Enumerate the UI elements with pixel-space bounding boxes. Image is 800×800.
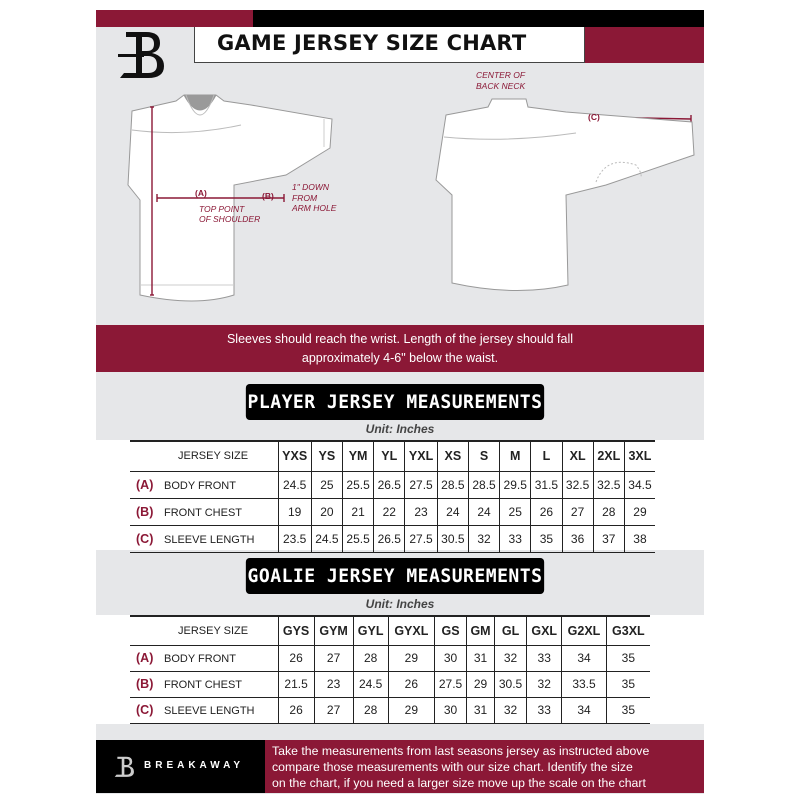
measurement-cell: 26	[531, 498, 562, 525]
row-name: BODY FRONT	[164, 653, 236, 665]
size-header: G2XL	[562, 616, 606, 645]
row-label	[130, 645, 278, 671]
header-label: JERSEY SIZE	[130, 616, 278, 645]
size-header: YXS	[278, 441, 311, 471]
measurement-cell: 26	[278, 645, 314, 671]
measurement-cell: 29	[467, 671, 495, 697]
size-header: GYL	[353, 616, 388, 645]
note-line: CENTER OF	[476, 70, 526, 80]
measurement-cell: 29.5	[500, 471, 531, 498]
header-label: JERSEY SIZE	[130, 441, 278, 471]
player-measurements-table	[130, 440, 655, 553]
back-jersey-icon	[436, 99, 694, 291]
measurement-cell: 21.5	[278, 671, 314, 697]
measurement-cell: 33	[527, 645, 562, 671]
measurement-cell: 25	[500, 498, 531, 525]
measurement-cell: 22	[374, 498, 405, 525]
measurement-cell: 35	[606, 671, 650, 697]
measurement-cell: 28	[353, 697, 388, 723]
player-section-title: PLAYER JERSEY MEASUREMENTS	[246, 384, 544, 420]
measurement-cell: 21	[342, 498, 373, 525]
label-b: (B)	[262, 191, 274, 201]
row-name: FRONT CHEST	[164, 679, 243, 691]
footer-brand-block	[96, 740, 265, 793]
label-c-note	[476, 70, 525, 91]
size-header: L	[531, 441, 562, 471]
size-header: GXL	[527, 616, 562, 645]
title-box	[194, 27, 585, 63]
size-header: GM	[467, 616, 495, 645]
label-a-note-line: TOP POINT	[199, 203, 245, 214]
measurement-cell: 34	[562, 697, 606, 723]
measurement-cell: 33	[500, 525, 531, 552]
label-b-note	[292, 182, 336, 214]
jersey-diagram	[96, 85, 704, 315]
table-row	[130, 498, 655, 525]
measurement-cell: 26	[388, 671, 434, 697]
measurement-cell: 26.5	[374, 525, 405, 552]
note-line: FROM	[292, 192, 318, 203]
label-a: (A)	[195, 188, 207, 198]
measurement-cell: 35	[606, 697, 650, 723]
measurement-cell: 32	[468, 525, 499, 552]
measurement-cell: 27	[314, 697, 353, 723]
measurement-cell: 37	[593, 525, 624, 552]
measurement-cell: 30.5	[494, 671, 526, 697]
measurement-cell: 31	[467, 697, 495, 723]
measurement-cell: 19	[278, 498, 311, 525]
row-label	[130, 525, 278, 552]
measurement-cell: 28.5	[468, 471, 499, 498]
title-accent-block	[585, 27, 704, 63]
table-row	[130, 697, 650, 723]
measurement-cell: 34	[562, 645, 606, 671]
measurement-cell: 30	[434, 697, 466, 723]
size-header: M	[500, 441, 531, 471]
size-header: YM	[342, 441, 373, 471]
player-unit-label: Unit: Inches	[365, 422, 435, 436]
measurement-cell: 23	[405, 498, 437, 525]
row-label	[130, 671, 278, 697]
fit-note-banner	[96, 325, 704, 372]
brand-name: BREAKAWAY	[144, 760, 245, 771]
measurement-cell: 23	[314, 671, 353, 697]
size-header: 3XL	[624, 441, 655, 471]
measurement-cell: 28.5	[437, 471, 468, 498]
table-row	[130, 525, 655, 552]
note-line: 1" DOWN	[292, 182, 330, 192]
row-code: (C)	[136, 703, 154, 717]
size-header: XS	[437, 441, 468, 471]
top-bar-dark	[253, 10, 704, 27]
instruction-line: on the chart, if you need a larger size move up the scale on the chart	[272, 776, 646, 790]
size-header: YS	[311, 441, 342, 471]
goalie-unit-label: Unit: Inches	[365, 597, 435, 611]
size-chart-page	[96, 10, 704, 794]
instruction-line: compare those measurements with our size chart. Identify the size	[272, 760, 633, 774]
size-header: YXL	[405, 441, 437, 471]
size-header: GYXL	[388, 616, 434, 645]
measurement-cell: 27	[314, 645, 353, 671]
measurement-cell: 24.5	[311, 525, 342, 552]
fit-note-line: approximately 4-6" below the waist.	[301, 351, 499, 365]
measurement-cell: 28	[353, 645, 388, 671]
b-monogram-logo-small	[113, 754, 137, 780]
label-a-note-line: OF SHOULDER	[199, 214, 261, 224]
measurement-cell: 27	[562, 498, 593, 525]
row-name: BODY FRONT	[164, 479, 236, 492]
label-c: (C)	[588, 112, 600, 122]
size-header: GYS	[278, 616, 314, 645]
measurement-cell: 33	[527, 697, 562, 723]
measurement-cell: 25.5	[342, 471, 373, 498]
measurement-cell: 29	[388, 645, 434, 671]
goalie-measurements-table	[130, 615, 650, 724]
size-header: XL	[562, 441, 593, 471]
measurement-cell: 20	[311, 498, 342, 525]
measurement-cell: 31	[467, 645, 495, 671]
measurement-cell: 27.5	[434, 671, 466, 697]
measurement-cell: 29	[388, 697, 434, 723]
page-title: GAME JERSEY SIZE CHART	[217, 31, 527, 55]
measurement-cell: 35	[606, 645, 650, 671]
measurement-cell: 35	[531, 525, 562, 552]
fit-note-line: Sleeves should reach the wrist. Length of the jersey should fall	[226, 332, 574, 346]
size-header: GS	[434, 616, 466, 645]
measurement-cell: 32.5	[562, 471, 593, 498]
instruction-line: Take the measurements from last seasons jersey as instructed above	[272, 744, 650, 758]
table-row	[130, 471, 655, 498]
row-code: (A)	[136, 651, 154, 665]
measurement-cell: 25.5	[342, 525, 373, 552]
measurement-cell: 25	[311, 471, 342, 498]
row-label	[130, 697, 278, 723]
note-line: BACK NECK	[476, 80, 526, 91]
row-code: (B)	[136, 504, 154, 519]
size-header: GYM	[314, 616, 353, 645]
measurement-cell: 36	[562, 525, 593, 552]
table-row	[130, 645, 650, 671]
size-header: GL	[494, 616, 526, 645]
row-name: SLEEVE LENGTH	[164, 533, 255, 546]
goalie-section-title: GOALIE JERSEY MEASUREMENTS	[246, 558, 544, 594]
table-row	[130, 671, 650, 697]
measurement-cell: 30	[434, 645, 466, 671]
measurement-cell: 38	[624, 525, 655, 552]
row-label	[130, 471, 278, 498]
measurement-cell: 26.5	[374, 471, 405, 498]
measurement-cell: 30.5	[437, 525, 468, 552]
measurement-cell: 27.5	[405, 525, 437, 552]
top-bar-accent	[96, 10, 253, 27]
row-code: (B)	[136, 677, 154, 691]
row-code: (A)	[136, 477, 154, 492]
size-header: G3XL	[606, 616, 650, 645]
row-name: FRONT CHEST	[164, 506, 243, 519]
measurement-cell: 33.5	[562, 671, 606, 697]
measurement-cell: 32.5	[593, 471, 624, 498]
measurement-cell: 27.5	[405, 471, 437, 498]
size-header: S	[468, 441, 499, 471]
measurement-cell: 32	[494, 697, 526, 723]
measurement-cell: 29	[624, 498, 655, 525]
b-monogram-logo	[116, 28, 171, 83]
measurement-cell: 28	[593, 498, 624, 525]
measurement-cell: 24.5	[278, 471, 311, 498]
measurement-cell: 26	[278, 697, 314, 723]
measurement-cell: 34.5	[624, 471, 655, 498]
size-header: 2XL	[593, 441, 624, 471]
measurement-cell: 24.5	[353, 671, 388, 697]
measurement-cell: 32	[527, 671, 562, 697]
footer-instructions	[265, 740, 704, 793]
measurement-cell: 32	[494, 645, 526, 671]
measurement-cell: 24	[437, 498, 468, 525]
size-header: YL	[374, 441, 405, 471]
label-a-group	[195, 188, 260, 225]
measurement-cell: 23.5	[278, 525, 311, 552]
row-label	[130, 498, 278, 525]
row-code: (C)	[136, 531, 154, 546]
measurement-cell: 24	[468, 498, 499, 525]
row-name: SLEEVE LENGTH	[164, 705, 255, 717]
note-line: ARM HOLE	[292, 203, 337, 213]
measurement-cell: 31.5	[531, 471, 562, 498]
